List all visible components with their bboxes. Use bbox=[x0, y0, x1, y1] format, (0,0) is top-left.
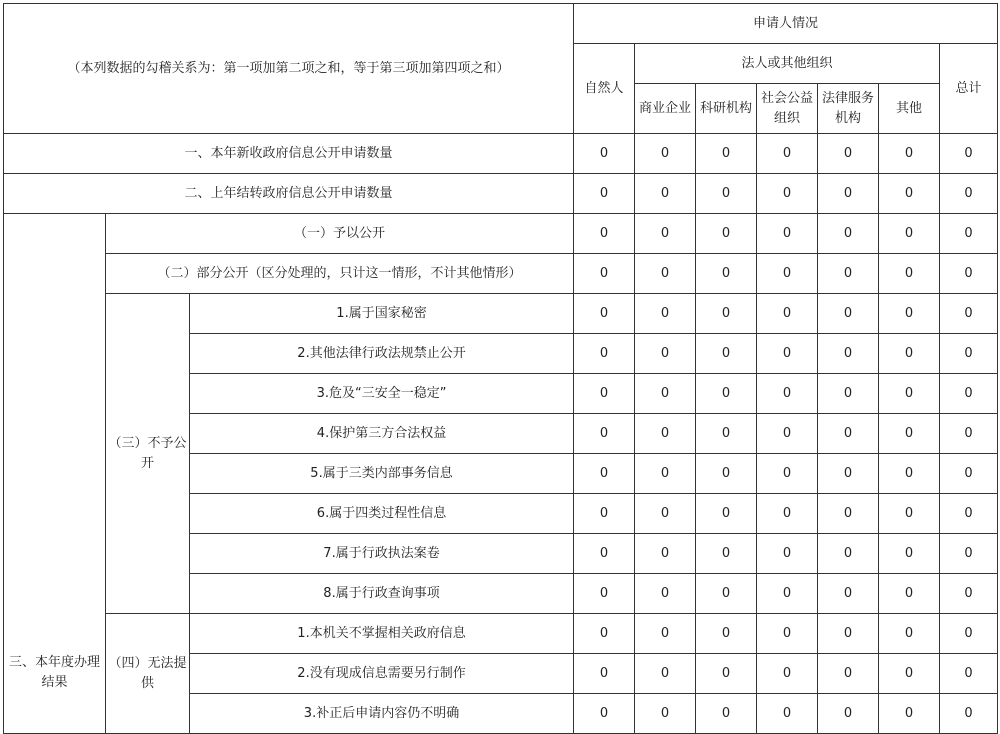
row-label: 3.补正后申请内容仍不明确 bbox=[190, 694, 574, 734]
value-cell: 0 bbox=[757, 614, 818, 654]
value-cell: 0 bbox=[696, 654, 757, 694]
value-cell: 0 bbox=[574, 294, 635, 334]
value-cell: 0 bbox=[879, 174, 940, 214]
other-header: 其他 bbox=[879, 84, 940, 134]
value-cell: 0 bbox=[818, 574, 879, 614]
value-cell: 0 bbox=[757, 414, 818, 454]
value-cell: 0 bbox=[574, 214, 635, 254]
value-cell: 0 bbox=[879, 534, 940, 574]
value-cell: 0 bbox=[757, 534, 818, 574]
social-welfare-header: 社会公益组织 bbox=[757, 84, 818, 134]
value-cell: 0 bbox=[879, 414, 940, 454]
total-header: 总计 bbox=[940, 44, 998, 134]
row-label: 4.保护第三方合法权益 bbox=[190, 414, 574, 454]
natural-person-header: 自然人 bbox=[574, 44, 635, 134]
table-row bbox=[4, 614, 998, 654]
value-cell: 0 bbox=[818, 654, 879, 694]
value-cell: 0 bbox=[574, 414, 635, 454]
table-row bbox=[4, 294, 998, 334]
value-cell: 0 bbox=[757, 574, 818, 614]
header-row-1 bbox=[4, 4, 998, 44]
value-cell: 0 bbox=[635, 174, 696, 214]
value-cell: 0 bbox=[696, 694, 757, 734]
value-cell: 0 bbox=[879, 214, 940, 254]
value-cell: 0 bbox=[757, 454, 818, 494]
applicant-situation-header: 申请人情况 bbox=[574, 4, 998, 44]
value-cell: 0 bbox=[635, 494, 696, 534]
table-body bbox=[4, 4, 998, 734]
value-cell: 0 bbox=[574, 174, 635, 214]
value-cell: 0 bbox=[635, 334, 696, 374]
row-label: 8.属于行政查询事项 bbox=[190, 574, 574, 614]
value-cell: 0 bbox=[818, 414, 879, 454]
value-cell: 0 bbox=[879, 454, 940, 494]
legal-service-header: 法律服务机构 bbox=[818, 84, 879, 134]
value-cell: 0 bbox=[757, 214, 818, 254]
value-cell: 0 bbox=[818, 134, 879, 174]
value-cell: 0 bbox=[757, 494, 818, 534]
value-cell: 0 bbox=[574, 374, 635, 414]
value-cell: 0 bbox=[696, 574, 757, 614]
value-cell: 0 bbox=[757, 334, 818, 374]
value-cell: 0 bbox=[940, 534, 998, 574]
value-cell: 0 bbox=[696, 254, 757, 294]
row-label: （一）予以公开 bbox=[106, 214, 574, 254]
value-cell: 0 bbox=[818, 334, 879, 374]
value-cell: 0 bbox=[757, 254, 818, 294]
value-cell: 0 bbox=[818, 174, 879, 214]
value-cell: 0 bbox=[635, 214, 696, 254]
value-cell: 0 bbox=[879, 574, 940, 614]
value-cell: 0 bbox=[696, 134, 757, 174]
value-cell: 0 bbox=[879, 374, 940, 414]
value-cell: 0 bbox=[696, 174, 757, 214]
table-row bbox=[4, 134, 998, 174]
value-cell: 0 bbox=[757, 294, 818, 334]
value-cell: 0 bbox=[635, 294, 696, 334]
value-cell: 0 bbox=[574, 654, 635, 694]
row-label: 一、本年新收政府信息公开申请数量 bbox=[4, 134, 574, 174]
value-cell: 0 bbox=[696, 334, 757, 374]
value-cell: 0 bbox=[574, 254, 635, 294]
value-cell: 0 bbox=[879, 254, 940, 294]
row-label: 6.属于四类过程性信息 bbox=[190, 494, 574, 534]
relation-note: （本列数据的勾稽关系为：第一项加第二项之和，等于第三项加第四项之和） bbox=[4, 4, 574, 134]
value-cell: 0 bbox=[818, 694, 879, 734]
value-cell: 0 bbox=[574, 694, 635, 734]
value-cell: 0 bbox=[818, 214, 879, 254]
section-3-label: 三、本年度办理结果 bbox=[4, 214, 106, 734]
row-label: 5.属于三类内部事务信息 bbox=[190, 454, 574, 494]
value-cell: 0 bbox=[940, 614, 998, 654]
value-cell: 0 bbox=[757, 134, 818, 174]
value-cell: 0 bbox=[879, 334, 940, 374]
row-label: 7.属于行政执法案卷 bbox=[190, 534, 574, 574]
value-cell: 0 bbox=[574, 134, 635, 174]
table-row bbox=[4, 254, 998, 294]
value-cell: 0 bbox=[818, 374, 879, 414]
value-cell: 0 bbox=[879, 294, 940, 334]
value-cell: 0 bbox=[696, 414, 757, 454]
value-cell: 0 bbox=[940, 374, 998, 414]
table-row bbox=[4, 214, 998, 254]
value-cell: 0 bbox=[635, 654, 696, 694]
value-cell: 0 bbox=[696, 214, 757, 254]
value-cell: 0 bbox=[879, 654, 940, 694]
row-label: 2.没有现成信息需要另行制作 bbox=[190, 654, 574, 694]
value-cell: 0 bbox=[635, 414, 696, 454]
value-cell: 0 bbox=[635, 614, 696, 654]
value-cell: 0 bbox=[574, 534, 635, 574]
row-label: （二）部分公开（区分处理的，只计这一情形，不计其他情形） bbox=[106, 254, 574, 294]
row-label: 1.本机关不掌握相关政府信息 bbox=[190, 614, 574, 654]
value-cell: 0 bbox=[940, 494, 998, 534]
value-cell: 0 bbox=[757, 374, 818, 414]
value-cell: 0 bbox=[818, 254, 879, 294]
group-4-label: （四）无法提供 bbox=[106, 614, 190, 734]
value-cell: 0 bbox=[818, 534, 879, 574]
value-cell: 0 bbox=[696, 454, 757, 494]
value-cell: 0 bbox=[940, 414, 998, 454]
value-cell: 0 bbox=[879, 694, 940, 734]
value-cell: 0 bbox=[940, 174, 998, 214]
value-cell: 0 bbox=[818, 494, 879, 534]
row-label: 1.属于国家秘密 bbox=[190, 294, 574, 334]
value-cell: 0 bbox=[940, 254, 998, 294]
value-cell: 0 bbox=[574, 494, 635, 534]
value-cell: 0 bbox=[818, 294, 879, 334]
row-label: 3.危及“三安全一稳定” bbox=[190, 374, 574, 414]
value-cell: 0 bbox=[635, 374, 696, 414]
value-cell: 0 bbox=[940, 574, 998, 614]
value-cell: 0 bbox=[574, 454, 635, 494]
value-cell: 0 bbox=[879, 494, 940, 534]
value-cell: 0 bbox=[574, 614, 635, 654]
value-cell: 0 bbox=[635, 534, 696, 574]
value-cell: 0 bbox=[940, 454, 998, 494]
value-cell: 0 bbox=[696, 374, 757, 414]
value-cell: 0 bbox=[940, 294, 998, 334]
value-cell: 0 bbox=[574, 334, 635, 374]
value-cell: 0 bbox=[635, 454, 696, 494]
value-cell: 0 bbox=[879, 614, 940, 654]
value-cell: 0 bbox=[940, 334, 998, 374]
row-label: 2.其他法律行政法规禁止公开 bbox=[190, 334, 574, 374]
value-cell: 0 bbox=[696, 614, 757, 654]
value-cell: 0 bbox=[696, 494, 757, 534]
commercial-header: 商业企业 bbox=[635, 84, 696, 134]
group-3-label: （三）不予公开 bbox=[106, 294, 190, 614]
value-cell: 0 bbox=[574, 574, 635, 614]
disclosure-statistics-table bbox=[3, 3, 998, 734]
value-cell: 0 bbox=[879, 134, 940, 174]
value-cell: 0 bbox=[818, 454, 879, 494]
value-cell: 0 bbox=[757, 174, 818, 214]
research-header: 科研机构 bbox=[696, 84, 757, 134]
value-cell: 0 bbox=[940, 214, 998, 254]
value-cell: 0 bbox=[635, 694, 696, 734]
value-cell: 0 bbox=[635, 134, 696, 174]
value-cell: 0 bbox=[757, 654, 818, 694]
value-cell: 0 bbox=[757, 694, 818, 734]
legal-person-group-header: 法人或其他组织 bbox=[635, 44, 940, 84]
value-cell: 0 bbox=[696, 534, 757, 574]
value-cell: 0 bbox=[818, 614, 879, 654]
value-cell: 0 bbox=[940, 134, 998, 174]
value-cell: 0 bbox=[696, 294, 757, 334]
value-cell: 0 bbox=[635, 254, 696, 294]
table-row bbox=[4, 174, 998, 214]
row-label: 二、上年结转政府信息公开申请数量 bbox=[4, 174, 574, 214]
value-cell: 0 bbox=[940, 694, 998, 734]
value-cell: 0 bbox=[940, 654, 998, 694]
value-cell: 0 bbox=[635, 574, 696, 614]
